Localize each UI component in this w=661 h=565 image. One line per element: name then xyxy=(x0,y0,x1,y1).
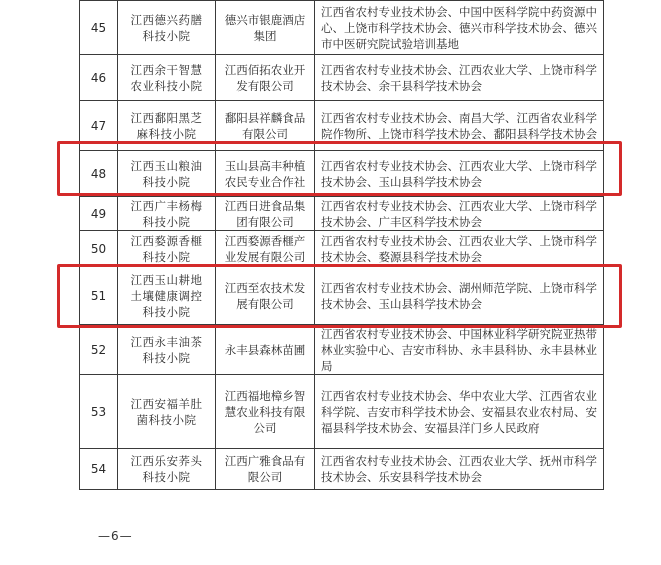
table-row xyxy=(80,267,604,325)
lead-organization: 江西日进食品集团有限公司 xyxy=(216,197,315,231)
row-number: 50 xyxy=(80,231,118,267)
table-row xyxy=(80,231,604,267)
row-number: 48 xyxy=(80,151,118,197)
institute-name: 江西婺源香榧科技小院 xyxy=(118,231,216,267)
row-number: 49 xyxy=(80,197,118,231)
lead-organization: 江西婺源香榧产业发展有限公司 xyxy=(216,231,315,267)
row-number: 52 xyxy=(80,325,118,375)
row-number: 46 xyxy=(80,55,118,101)
lead-organization: 德兴市银鹿酒店集团 xyxy=(216,1,315,55)
table-row xyxy=(80,101,604,151)
institute-name: 江西安福羊肚菌科技小院 xyxy=(118,375,216,449)
table-row xyxy=(80,449,604,490)
partner-organizations: 江西省农村专业技术协会、湖州师范学院、上饶市科学技术协会、玉山县科学技术协会 xyxy=(315,267,604,325)
organization-table xyxy=(79,0,604,490)
institute-name: 江西德兴药膳科技小院 xyxy=(118,1,216,55)
row-number: 45 xyxy=(80,1,118,55)
table-row xyxy=(80,197,604,231)
partner-organizations: 江西省农村专业技术协会、中国中医科学院中药资源中心、上饶市科学技术协会、德兴市科学技术协会、德兴市中医研究院试验培训基地 xyxy=(315,1,604,55)
partner-organizations: 江西省农村专业技术协会、华中农业大学、江西省农业科学院、吉安市科学技术协会、安福县农业农村局、安福县科学技术协会、安福县洋门乡人民政府 xyxy=(315,375,604,449)
partner-organizations: 江西省农村专业技术协会、江西农业大学、上饶市科学技术协会、婺源县科学技术协会 xyxy=(315,231,604,267)
partner-organizations: 江西省农村专业技术协会、中国林业科学研究院亚热带林业实验中心、吉安市科协、永丰县科协、永丰县林业局 xyxy=(315,325,604,375)
partner-organizations: 江西省农村专业技术协会、江西农业大学、抚州市科学技术协会、乐安县科学技术协会 xyxy=(315,449,604,490)
institute-name: 江西广丰杨梅科技小院 xyxy=(118,197,216,231)
lead-organization: 永丰县森林苗圃 xyxy=(216,325,315,375)
lead-organization: 玉山县高丰种植农民专业合作社 xyxy=(216,151,315,197)
lead-organization: 江西至农技术发展有限公司 xyxy=(216,267,315,325)
partner-organizations: 江西省农村专业技术协会、江西农业大学、上饶市科学技术协会、玉山县科学技术协会 xyxy=(315,151,604,197)
lead-organization: 江西福地樟乡智慧农业科技有限公司 xyxy=(216,375,315,449)
row-number: 53 xyxy=(80,375,118,449)
institute-name: 江西鄱阳黑芝麻科技小院 xyxy=(118,101,216,151)
institute-name: 江西玉山耕地土壤健康调控科技小院 xyxy=(118,267,216,325)
lead-organization: 江西广雅食品有限公司 xyxy=(216,449,315,490)
partner-organizations: 江西省农村专业技术协会、江西农业大学、上饶市科学技术协会、广丰区科学技术协会 xyxy=(315,197,604,231)
institute-name: 江西永丰油茶科技小院 xyxy=(118,325,216,375)
lead-organization: 江西佰拓农业开发有限公司 xyxy=(216,55,315,101)
row-number: 47 xyxy=(80,101,118,151)
institute-name: 江西乐安荞头科技小院 xyxy=(118,449,216,490)
row-number: 51 xyxy=(80,267,118,325)
table-row xyxy=(80,55,604,101)
row-number: 54 xyxy=(80,449,118,490)
table-row xyxy=(80,1,604,55)
table-row xyxy=(80,375,604,449)
institute-name: 江西余干智慧农业科技小院 xyxy=(118,55,216,101)
institute-name: 江西玉山粮油科技小院 xyxy=(118,151,216,197)
partner-organizations: 江西省农村专业技术协会、南昌大学、江西省农业科学院作物所、上饶市科学技术协会、鄱阳县科学技术协会 xyxy=(315,101,604,151)
lead-organization: 鄱阳县祥麟食品有限公司 xyxy=(216,101,315,151)
page-number: —6— xyxy=(98,529,133,543)
table-row xyxy=(80,325,604,375)
table-row xyxy=(80,151,604,197)
partner-organizations: 江西省农村专业技术协会、江西农业大学、上饶市科学技术协会、余干县科学技术协会 xyxy=(315,55,604,101)
